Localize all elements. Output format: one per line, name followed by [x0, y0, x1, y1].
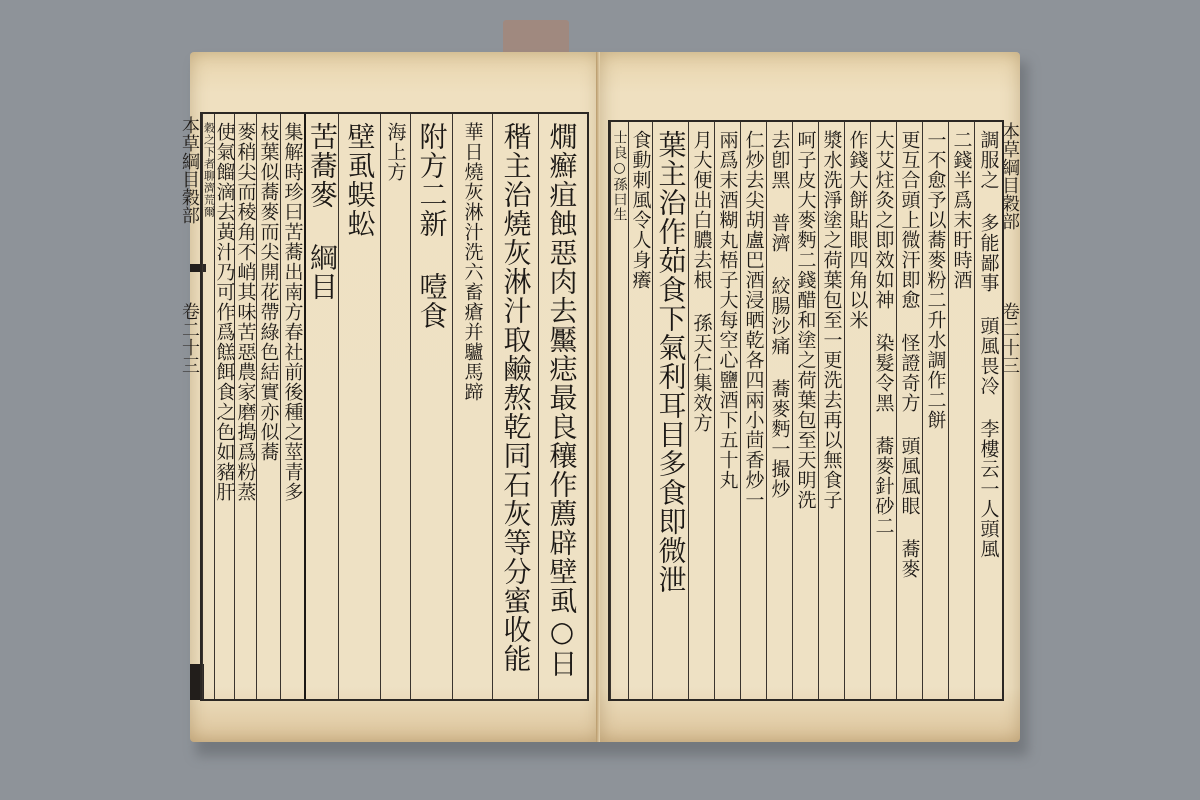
entry-heading: 苦蕎麥 綱目 [304, 114, 338, 699]
right-margin-title: 本草綱目穀部 [999, 122, 1020, 230]
text-column: 呵子皮大麥麪二錢醋和塗之荷葉包至天明洗 [792, 122, 818, 699]
text-column: 麥稍尖而稜角不峭其味苦惡農家磨搗爲粉蒸 [234, 114, 256, 699]
text-column: 調服之 多能鄙事 頭風畏冷 李樓云一人頭風 [974, 122, 1002, 699]
text-column: 更互合頭上微汗即愈 怪證奇方 頭風風眼 蕎麥 [896, 122, 922, 699]
text-column: 集解時珍曰苦蕎出南方春社前後種之莖青多 [280, 114, 304, 699]
text-column: 華日燒灰淋汁洗六畜瘡并驢馬蹄 [452, 114, 492, 699]
text-column: 葉主治作茹食下氣利耳目多食即微泄 [652, 122, 688, 699]
left-text-frame [200, 112, 589, 701]
right-page [600, 52, 1020, 742]
text-column: 仁炒去尖胡盧巴酒浸晒乾各四兩小茴香炒一 [740, 122, 766, 699]
left-page [179, 52, 600, 742]
text-column: 枝葉似蕎麥而尖開花帶綠色結實亦似蕎 [256, 114, 280, 699]
text-column: 作錢大餅貼眼四角以米 [844, 122, 870, 699]
right-text-frame [608, 120, 1004, 701]
left-margin-title: 本草綱目穀部 [179, 116, 200, 224]
text-column: 大艾炷灸之即效如神 染髮令黑 蕎麥針砂二 [870, 122, 896, 699]
text-column: 一不愈予以蕎麥粉二升水調作二餅 [922, 122, 948, 699]
text-column: 附方二新 噎食 [410, 114, 452, 699]
text-column: 壁虱蜈蚣 [338, 114, 380, 699]
left-margin-volume: 卷二十三 [179, 302, 200, 374]
text-column: 兩爲末酒糊丸梧子大每空心鹽酒下五十丸 [714, 122, 740, 699]
text-column: 穀之下者聊濟荒爾 [202, 114, 214, 699]
right-margin-volume: 卷二十三 [999, 302, 1020, 374]
text-column: 去卽黑 普濟 絞腸沙痛 蕎麥麪一撮炒 [766, 122, 792, 699]
text-column: 燗癬疽蝕惡肉去黶痣最良穰作薦辟壁虱○日 [538, 114, 584, 699]
text-column: 海上方 [380, 114, 410, 699]
text-column: 食動刺風令人身癢 [628, 122, 652, 699]
text-column: 月大便出白膿去根 孫天仁集效方 [688, 122, 714, 699]
text-column: 漿水洗淨塗之荷葉包至一更洗去再以無食子 [818, 122, 844, 699]
text-column: 稭主治燒灰淋汁取鹼熬乾同石灰等分蜜收能 [492, 114, 538, 699]
text-column: 二錢半爲末盱時酒 [948, 122, 974, 699]
text-column: 士良○孫曰生 [610, 122, 628, 699]
text-column: 使氣餾滴去黃汁乃可作爲餻餌食之色如豬肝 [214, 114, 234, 699]
